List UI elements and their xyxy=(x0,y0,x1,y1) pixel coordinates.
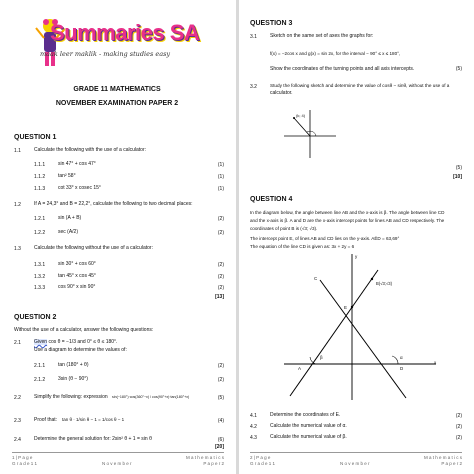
item-1-3-3-number: 1.3.3 xyxy=(34,285,46,291)
item-4-2-mark: (2) xyxy=(455,424,462,430)
footer-subject: M a t h e m a t i c s xyxy=(423,455,462,460)
footer-grade: G r a d e 1 1 xyxy=(12,461,38,466)
item-1-1-3-text: cot 33° x cosec 15° xyxy=(58,185,101,191)
item-1-2-number: 1.2 xyxy=(14,202,21,208)
item-4-2-text: Calculate the numerical value of α. xyxy=(270,423,347,429)
diagram-label-b: B(√3;√3) xyxy=(376,281,392,286)
item-1-1-3-number: 1.1.3 xyxy=(34,186,46,192)
question-4-para-3: coordinates of point B is (√3; √3). xyxy=(250,226,318,231)
footer-rule xyxy=(250,452,462,453)
diagram-label-c: C xyxy=(314,276,318,281)
exam-heading: NOVEMBER EXAMINATION PAPER 2 xyxy=(55,100,179,107)
item-2-3-mark: (4) xyxy=(217,418,224,424)
item-1-1-1-number: 1.1.1 xyxy=(34,162,46,168)
question-3-heading: QUESTION 3 xyxy=(250,20,293,27)
footer-paper: P a p e r 2 xyxy=(441,461,462,466)
item-3-1-text: Sketch on the same set of axes the graphs for: xyxy=(270,33,374,39)
footer-month: N o v e m b e r xyxy=(102,461,132,466)
item-4-3-mark: (2) xyxy=(455,435,462,441)
item-2-1-1-text: tan (180° + θ) xyxy=(58,362,89,368)
item-4-1-mark: (2) xyxy=(455,413,462,419)
question-2-total: [20] xyxy=(215,444,224,450)
item-1-3-2-text: tan 45° x cos 45° xyxy=(58,273,96,279)
item-3-2-number: 3.2 xyxy=(250,84,257,90)
question-3-total: [10] xyxy=(453,174,462,180)
item-4-1-number: 4.1 xyxy=(250,413,257,419)
logo-tagline: maak leer maklik - making studies easy xyxy=(40,50,171,58)
item-2-1-number: 2.1 xyxy=(14,340,21,346)
footer-subject: M a t h e m a t i c s xyxy=(185,455,224,460)
item-1-2-2-text: sec (A/2) xyxy=(58,229,79,235)
item-2-2-expression: sin(−180°)·cos(360°−x) / cos(90°+x)·tan(180°+x) xyxy=(112,395,190,399)
given-highlight: Given xyxy=(34,339,48,345)
footer-rule xyxy=(12,452,224,453)
item-2-4-mark: (6) xyxy=(217,437,224,443)
question-4-para-5: The equation of the line CD is given as: 3x + 2y = 6 xyxy=(250,244,355,249)
item-1-3-1-number: 1.3.1 xyxy=(34,262,46,268)
page-1 xyxy=(2,0,232,474)
item-1-2-1-mark: (2) xyxy=(217,216,224,222)
item-2-1-2-mark: (2) xyxy=(217,377,224,383)
item-1-2-2-mark: (2) xyxy=(217,230,224,236)
item-1-3-1-text: sin 30° + cos 60° xyxy=(58,261,96,267)
item-1-3-3-text: cos 90° x sin 90° xyxy=(58,284,96,290)
item-1-3-number: 1.3 xyxy=(14,246,21,252)
footer-page-number: 1 | P a g e xyxy=(12,455,33,460)
item-3-2-mark: (5) xyxy=(455,165,462,171)
item-1-1-2-text: tan² 58° xyxy=(58,173,76,179)
item-1-1-3-mark: (1) xyxy=(217,186,224,192)
item-3-1-note: Show the coordinates of the turning points and all axis intercepts. xyxy=(270,66,415,72)
footer-paper: P a p e r 2 xyxy=(203,461,224,466)
item-4-3-text: Calculate the numerical value of β. xyxy=(270,434,347,440)
question-2-heading: QUESTION 2 xyxy=(14,314,57,321)
diagram-label-e: E xyxy=(344,305,348,310)
diagram-label-y: y xyxy=(355,254,358,259)
footer-grade: G r a d e 1 1 xyxy=(250,461,276,466)
item-1-2-1-number: 1.2.1 xyxy=(34,216,46,222)
item-1-1-2-number: 1.1.2 xyxy=(34,174,46,180)
question-4-diagram xyxy=(280,252,440,402)
page-divider xyxy=(236,0,239,474)
question-1-total: [13] xyxy=(215,294,224,300)
item-2-2-text: Simplify the following: expression xyxy=(34,394,108,400)
item-2-2-mark: (5) xyxy=(217,395,224,401)
item-3-1-equation: f(x) = −2cos x and g(x) = sin 2x, for the interval − 90° ≤ x ≤ 180°, xyxy=(270,51,401,56)
item-4-2-number: 4.2 xyxy=(250,424,257,430)
item-2-1-1-number: 2.1.1 xyxy=(34,363,46,369)
item-2-1-condition: cos θ = −1/3 and 0° ≤ θ ≤ 180°. xyxy=(47,339,118,345)
item-1-3-1-mark: (2) xyxy=(217,262,224,268)
question-1-heading: QUESTION 1 xyxy=(14,134,57,141)
item-1-3-2-number: 1.3.2 xyxy=(34,274,46,280)
item-2-1-subtext: Use a diagram to determine the values of: xyxy=(34,347,127,353)
sketch-point-label: (k; 4) xyxy=(296,113,306,118)
question-3-sketch xyxy=(280,108,340,160)
item-4-3-number: 4.3 xyxy=(250,435,257,441)
item-3-2-text: Study the following sketch and determine the value of cosθ − sinθ, without the use of a xyxy=(270,83,450,88)
item-1-3-text: Calculate the following without the use of a calculator: xyxy=(34,245,153,251)
item-2-1-1-mark: (2) xyxy=(217,363,224,369)
item-2-4-number: 2.4 xyxy=(14,437,21,443)
footer-page-number: 2 | P a g e xyxy=(250,455,271,460)
item-1-3-3-mark: (2) xyxy=(217,285,224,291)
item-2-2-number: 2.2 xyxy=(14,395,21,401)
item-3-2-text-cont: calculator. xyxy=(270,90,293,96)
item-1-3-2-mark: (2) xyxy=(217,274,224,280)
question-4-para-1: In the diagram below, the angle between line AB and the x-axis is β. The angle between line CD xyxy=(250,210,445,215)
item-1-2-2-number: 1.2.2 xyxy=(34,230,46,236)
item-1-1-number: 1.1 xyxy=(14,148,21,154)
item-2-1-text xyxy=(34,339,117,345)
item-1-1-2-mark: (1) xyxy=(217,174,224,180)
item-3-1-mark: (5) xyxy=(455,66,462,72)
logo-wordmark: Summaries SA xyxy=(50,20,200,45)
question-4-para-2: and the x-axis is β. A and D are the x-axis intercept points for lines AB and CD respectively. The xyxy=(250,218,445,223)
diagram-label-x: x xyxy=(434,360,437,365)
diagram-label-d: D xyxy=(400,366,404,371)
item-1-1-1-text: sin 47° + cos 47° xyxy=(58,161,96,167)
item-1-2-1-text: sin (A + B) xyxy=(58,215,82,221)
question-4-heading: QUESTION 4 xyxy=(250,196,293,203)
page-2 xyxy=(240,0,470,474)
question-2-intro: Without the use of a calculator, answer the following questions: xyxy=(14,327,154,333)
question-4-para-4: The intercept point E, of lines AB and CD lies on the y-axis. AÊD = 63,69° xyxy=(250,236,400,241)
grade-heading: GRADE 11 MATHEMATICS xyxy=(73,86,161,93)
item-2-1-2-number: 2.1.2 xyxy=(34,377,46,383)
item-4-1-text: Determine the coordinates of E. xyxy=(270,412,341,418)
item-2-3-text: Proof that: xyxy=(34,417,58,423)
diagram-label-alpha: α xyxy=(400,355,403,360)
item-3-1-number: 3.1 xyxy=(250,34,257,40)
item-2-4-text: Determine the general solution for: 2sin² θ + 1 = sin θ xyxy=(34,436,152,442)
item-2-3-expression: tan θ · 1/sin θ − 1 = 1/cos θ − 1 xyxy=(62,417,125,422)
diagram-label-a: A xyxy=(298,366,302,371)
item-1-2-text: If A = 24,3° and B = 22,2°, calculate the following to two decimal places: xyxy=(34,201,193,207)
item-1-1-1-mark: (1) xyxy=(217,162,224,168)
item-2-3-number: 2.3 xyxy=(14,418,21,424)
item-2-1-2-text: 3sin (θ − 90°) xyxy=(58,376,88,382)
item-1-1-text: Calculate the following with the use of a calculator: xyxy=(34,147,147,153)
diagram-label-beta: β xyxy=(320,355,323,360)
footer-month: N o v e m b e r xyxy=(340,461,370,466)
